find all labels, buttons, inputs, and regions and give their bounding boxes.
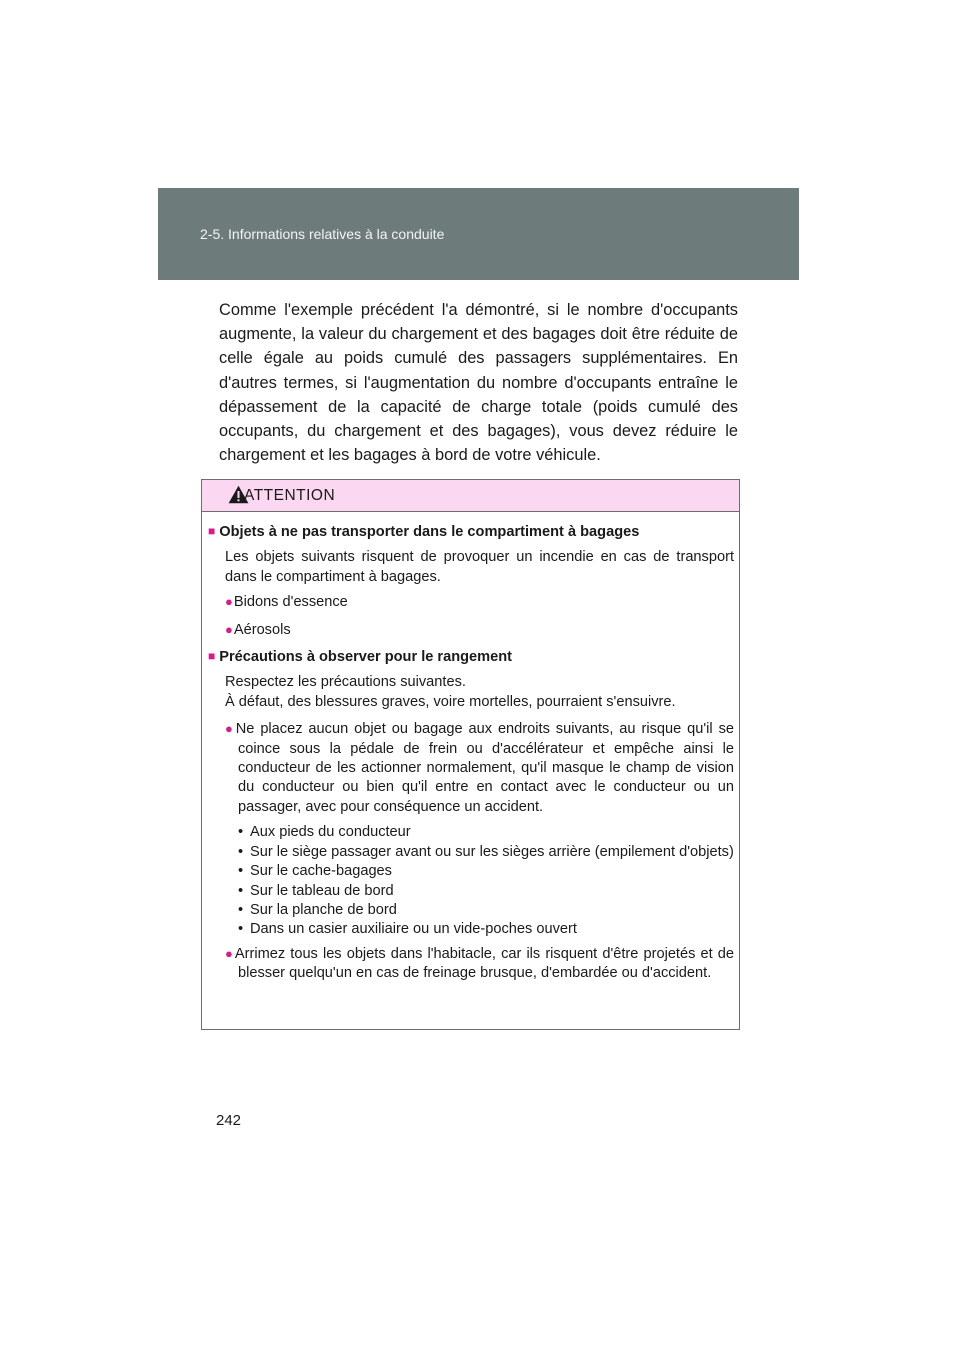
sub-list (238, 823, 734, 939)
sub-list-item: • Dans un casier auxiliaire ou un vide-poches ouvert (238, 920, 734, 939)
section-heading: ■ Objets à ne pas transporter dans le compartiment à bagages (208, 524, 640, 540)
attention-title: ATTENTION (244, 487, 336, 504)
header-band (158, 188, 799, 280)
list-item: ●Bidons d'essence (225, 594, 348, 611)
square-bullet-icon: ■ (208, 524, 216, 538)
circle-bullet-icon: ● (225, 721, 235, 737)
sub-list-item: • Sur la planche de bord (238, 901, 734, 920)
attention-body (202, 512, 739, 984)
list-item: ●Aérosols (225, 621, 291, 638)
list-item: ●Arrimez tous les objets dans l'habitacle, car ils risquent d'être projetés et de blesser quelqu'un en cas de freinage brusque, d'embardée ou d'accident. (225, 945, 734, 982)
circle-bullet-icon: ● (225, 945, 234, 961)
attention-header (202, 480, 739, 512)
circle-bullet-icon: ● (225, 594, 233, 610)
section-title: 2-5. Informations relatives à la conduite (200, 226, 445, 242)
sub-list-item: • Sur le cache-bagages (238, 862, 734, 881)
list-item: ●Ne placez aucun objet ou bagage aux endroits suivants, au risque qu'il se coince sous la pédale de frein ou d'accélérateur et empêche ainsi le conducteur de les actionner normalement, qu'il masque le champ de vision du conducteur ou bien qu'il entre en contact avec le conducteur ou un passager, avec pour conséquence un accident. (225, 721, 734, 815)
section-paragraph: Respectez les précautions suivantes. À défaut, des blessures graves, voire mortelles, pourraient s'ensuivre. (225, 674, 676, 710)
intro-paragraph: Comme l'exemple précédent l'a démontré, si le nombre d'occupants augmente, la valeur du chargement et des bagages doit être réduite de celle égale au poids cumulé des passagers supplémentaires. En d'autres termes, si l'augmentation du nombre d'occupants entraîne le dépassement de la capacité de charge totale (poids cumulé des occupants, du chargement et des bagages), vous devez réduire le chargement et les bagages à bord de votre véhicule. (219, 301, 738, 465)
page-number: 242 (216, 1112, 242, 1129)
section-paragraph: Les objets suivants risquent de provoquer un incendie en cas de transport dans le compartiment à bagages. (225, 549, 734, 585)
sub-list-item: • Aux pieds du conducteur (238, 823, 734, 842)
sub-list-item: • Sur le siège passager avant ou sur les sièges arrière (empilement d'objets) (238, 843, 734, 862)
attention-box (201, 479, 740, 1030)
section-heading: ■ Précautions à observer pour le rangement (208, 649, 513, 666)
sub-list-item: • Sur le tableau de bord (238, 882, 734, 901)
square-bullet-icon: ■ (208, 649, 216, 664)
circle-bullet-icon: ● (225, 621, 233, 637)
